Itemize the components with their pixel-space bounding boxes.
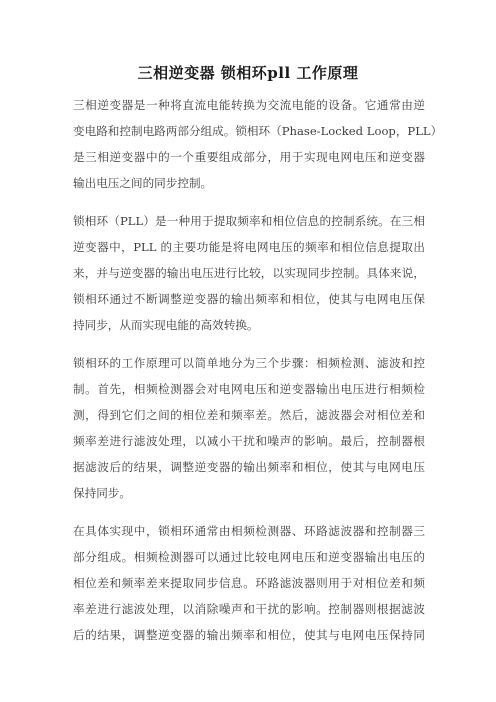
text-line: 变电路和控制电路两部分组成。锁相环（Phase-Locked Loop，PLL） (73, 124, 443, 138)
text-line: 部分组成。相频检测器可以通过比较电网电压和逆变器输出电压的 (73, 550, 425, 564)
text-line: 测，得到它们之间的相位差和频率差。然后，滤波器会对相位差和 (73, 408, 425, 422)
text-line: 持同步，从而实现电能的高效转换。 (73, 318, 259, 332)
document-title: 三相逆变器 锁相环pll 工作原理 (137, 64, 359, 82)
text-line: 据滤波后的结果，调整逆变器的输出频率和相位，使其与电网电压 (73, 460, 425, 474)
text-line: 率差进行滤波处理，以消除噪声和干扰的影响。控制器则根据滤波 (73, 602, 425, 616)
paragraph (73, 350, 425, 506)
text-line: 是三相逆变器中的一个重要组成部分，用于实现电网电压和逆变器 (73, 150, 425, 164)
text-line: 相位差和频率差来提取同步信息。环路滤波器则用于对相位差和频 (73, 576, 425, 590)
text-line: 保持同步。 (73, 486, 131, 500)
paragraph (73, 518, 425, 648)
text-line: 来，并与逆变器的输出电压进行比较，以实现同步控制。具体来说， (73, 266, 425, 280)
text-line: 锁相环（PLL）是一种用于提取频率和相位信息的控制系统。在三相 (73, 214, 425, 228)
text-line: 输出电压之间的同步控制。 (73, 176, 213, 190)
text-line: 后的结果，调整逆变器的输出频率和相位，使其与电网电压保持同 (73, 628, 425, 642)
text-line: 制。首先，相频检测器会对电网电压和逆变器输出电压进行相频检 (73, 382, 425, 396)
text-line: 锁相环的工作原理可以简单地分为三个步骤：相频检测、滤波和控 (73, 356, 425, 370)
text-line: 在具体实现中，锁相环通常由相频检测器、环路滤波器和控制器三 (73, 524, 425, 538)
paragraph (73, 92, 443, 196)
text-line: 频率差进行滤波处理，以减小干扰和噪声的影响。最后，控制器根 (73, 434, 425, 448)
text-line: 逆变器中，PLL 的主要功能是将电网电压的频率和相位信息提取出 (73, 240, 425, 254)
paragraph (73, 208, 425, 338)
text-line: 三相逆变器是一种将直流电能转换为交流电能的设备。它通常由逆 (73, 98, 425, 112)
text-line: 锁相环通过不断调整逆变器的输出频率和相位，使其与电网电压保 (73, 292, 425, 306)
document-body (73, 92, 443, 660)
